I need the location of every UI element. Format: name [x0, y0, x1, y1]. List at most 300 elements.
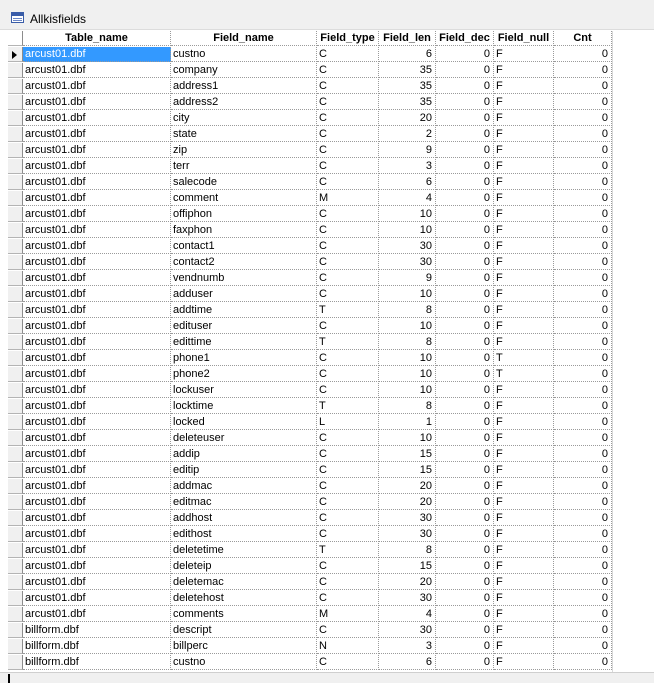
cell-cnt[interactable]: 0	[554, 63, 612, 78]
cell-field-type[interactable]: T	[317, 399, 379, 414]
cell-field-len[interactable]: 30	[379, 255, 436, 270]
table-row[interactable]	[8, 255, 612, 271]
cell-field-type[interactable]: M	[317, 607, 379, 622]
cell-field-dec[interactable]: 0	[436, 287, 494, 302]
cell-field-type[interactable]: C	[317, 143, 379, 158]
cell-field-null[interactable]: F	[494, 223, 554, 238]
cell-table-name[interactable]: arcust01.dbf	[23, 559, 171, 574]
table-row[interactable]	[8, 175, 612, 191]
cell-field-null[interactable]: F	[494, 431, 554, 446]
cell-field-null[interactable]: F	[494, 623, 554, 638]
row-selector[interactable]	[8, 335, 23, 350]
row-selector[interactable]	[8, 303, 23, 318]
cell-field-dec[interactable]: 0	[436, 367, 494, 382]
cell-field-dec[interactable]: 0	[436, 351, 494, 366]
cell-field-dec[interactable]: 0	[436, 575, 494, 590]
cell-field-len[interactable]: 9	[379, 271, 436, 286]
table-row[interactable]	[8, 111, 612, 127]
cell-field-null[interactable]: F	[494, 495, 554, 510]
cell-field-dec[interactable]: 0	[436, 63, 494, 78]
cell-field-len[interactable]: 20	[379, 111, 436, 126]
table-row[interactable]	[8, 447, 612, 463]
cell-field-dec[interactable]: 0	[436, 79, 494, 94]
cell-table-name[interactable]: arcust01.dbf	[23, 79, 171, 94]
cell-field-null[interactable]: F	[494, 143, 554, 158]
cell-field-null[interactable]: F	[494, 543, 554, 558]
row-selector[interactable]	[8, 479, 23, 494]
cell-field-len[interactable]: 10	[379, 351, 436, 366]
cell-table-name[interactable]: arcust01.dbf	[23, 495, 171, 510]
cell-field-null[interactable]: F	[494, 255, 554, 270]
cell-cnt[interactable]: 0	[554, 431, 612, 446]
cell-cnt[interactable]: 0	[554, 463, 612, 478]
cell-field-dec[interactable]: 0	[436, 639, 494, 654]
cell-field-null[interactable]: F	[494, 383, 554, 398]
row-selector[interactable]	[8, 367, 23, 382]
cell-field-name[interactable]: address1	[171, 79, 317, 94]
table-row[interactable]	[8, 383, 612, 399]
cell-table-name[interactable]: arcust01.dbf	[23, 175, 171, 190]
cell-table-name[interactable]: billform.dbf	[23, 623, 171, 638]
table-row[interactable]	[8, 431, 612, 447]
cell-field-len[interactable]: 4	[379, 607, 436, 622]
cell-field-dec[interactable]: 0	[436, 463, 494, 478]
cell-field-type[interactable]: C	[317, 255, 379, 270]
cell-field-name[interactable]: locked	[171, 415, 317, 430]
cell-field-len[interactable]: 30	[379, 239, 436, 254]
row-selector[interactable]	[8, 127, 23, 142]
cell-field-dec[interactable]: 0	[436, 111, 494, 126]
cell-field-type[interactable]: C	[317, 111, 379, 126]
cell-field-null[interactable]: F	[494, 463, 554, 478]
table-row[interactable]	[8, 623, 612, 639]
cell-cnt[interactable]: 0	[554, 399, 612, 414]
cell-cnt[interactable]: 0	[554, 479, 612, 494]
cell-field-name[interactable]: addhost	[171, 511, 317, 526]
cell-field-len[interactable]: 3	[379, 639, 436, 654]
row-selector[interactable]	[8, 207, 23, 222]
cell-field-dec[interactable]: 0	[436, 495, 494, 510]
table-row[interactable]	[8, 591, 612, 607]
cell-field-type[interactable]: C	[317, 271, 379, 286]
cell-field-len[interactable]: 8	[379, 303, 436, 318]
column-header-table-name[interactable]: Table_name	[23, 31, 171, 46]
cell-field-dec[interactable]: 0	[436, 319, 494, 334]
cell-field-dec[interactable]: 0	[436, 607, 494, 622]
row-selector[interactable]	[8, 223, 23, 238]
cell-field-type[interactable]: C	[317, 223, 379, 238]
cell-field-type[interactable]: C	[317, 207, 379, 222]
row-selector[interactable]	[8, 255, 23, 270]
table-row[interactable]	[8, 463, 612, 479]
cell-field-len[interactable]: 20	[379, 575, 436, 590]
cell-field-len[interactable]: 6	[379, 175, 436, 190]
cell-field-type[interactable]: M	[317, 191, 379, 206]
cell-field-name[interactable]: contact1	[171, 239, 317, 254]
cell-field-null[interactable]: F	[494, 175, 554, 190]
cell-cnt[interactable]: 0	[554, 111, 612, 126]
cell-field-name[interactable]: custno	[171, 655, 317, 670]
cell-field-name[interactable]: contact2	[171, 255, 317, 270]
cell-cnt[interactable]: 0	[554, 223, 612, 238]
window-titlebar[interactable]	[0, 0, 654, 30]
cell-field-len[interactable]: 1	[379, 415, 436, 430]
cell-field-name[interactable]: lockuser	[171, 383, 317, 398]
cell-field-len[interactable]: 8	[379, 543, 436, 558]
table-row[interactable]	[8, 543, 612, 559]
table-row[interactable]	[8, 191, 612, 207]
cell-field-len[interactable]: 30	[379, 591, 436, 606]
cell-field-name[interactable]: deletetime	[171, 543, 317, 558]
cell-field-null[interactable]: F	[494, 479, 554, 494]
horizontal-scrollbar[interactable]	[0, 672, 654, 683]
cell-field-dec[interactable]: 0	[436, 191, 494, 206]
cell-field-null[interactable]: F	[494, 335, 554, 350]
cell-field-len[interactable]: 6	[379, 47, 436, 62]
row-selector[interactable]	[8, 287, 23, 302]
cell-cnt[interactable]: 0	[554, 351, 612, 366]
cell-cnt[interactable]: 0	[554, 303, 612, 318]
cell-cnt[interactable]: 0	[554, 271, 612, 286]
cell-cnt[interactable]: 0	[554, 591, 612, 606]
cell-field-type[interactable]: C	[317, 159, 379, 174]
cell-cnt[interactable]: 0	[554, 239, 612, 254]
cell-field-len[interactable]: 10	[379, 383, 436, 398]
row-selector[interactable]	[8, 591, 23, 606]
cell-cnt[interactable]: 0	[554, 143, 612, 158]
cell-field-name[interactable]: deletehost	[171, 591, 317, 606]
row-selector[interactable]	[8, 111, 23, 126]
cell-field-null[interactable]: T	[494, 367, 554, 382]
cell-field-name[interactable]: descript	[171, 623, 317, 638]
cell-cnt[interactable]: 0	[554, 495, 612, 510]
cell-field-len[interactable]: 15	[379, 463, 436, 478]
cell-cnt[interactable]: 0	[554, 191, 612, 206]
cell-cnt[interactable]: 0	[554, 639, 612, 654]
cell-field-len[interactable]: 2	[379, 127, 436, 142]
row-selector[interactable]	[8, 95, 23, 110]
cell-field-dec[interactable]: 0	[436, 47, 494, 62]
cell-table-name[interactable]: arcust01.dbf	[23, 383, 171, 398]
table-row[interactable]	[8, 63, 612, 79]
cell-cnt[interactable]: 0	[554, 95, 612, 110]
cell-cnt[interactable]: 0	[554, 207, 612, 222]
cell-field-dec[interactable]: 0	[436, 383, 494, 398]
cell-field-len[interactable]: 20	[379, 495, 436, 510]
cell-field-name[interactable]: addmac	[171, 479, 317, 494]
cell-table-name[interactable]: arcust01.dbf	[23, 239, 171, 254]
cell-cnt[interactable]: 0	[554, 335, 612, 350]
cell-field-len[interactable]: 9	[379, 143, 436, 158]
cell-field-null[interactable]: F	[494, 63, 554, 78]
cell-field-len[interactable]: 30	[379, 511, 436, 526]
cell-field-type[interactable]: C	[317, 655, 379, 670]
cell-field-type[interactable]: C	[317, 527, 379, 542]
row-selector[interactable]	[8, 559, 23, 574]
cell-field-dec[interactable]: 0	[436, 95, 494, 110]
browse-grid[interactable]	[8, 31, 612, 672]
cell-field-null[interactable]: F	[494, 239, 554, 254]
cell-table-name[interactable]: arcust01.dbf	[23, 351, 171, 366]
row-selector[interactable]	[8, 79, 23, 94]
table-row[interactable]	[8, 399, 612, 415]
cell-cnt[interactable]: 0	[554, 543, 612, 558]
table-row[interactable]	[8, 47, 612, 63]
cell-table-name[interactable]: arcust01.dbf	[23, 591, 171, 606]
cell-table-name[interactable]: arcust01.dbf	[23, 511, 171, 526]
cell-field-null[interactable]: F	[494, 591, 554, 606]
cell-field-dec[interactable]: 0	[436, 431, 494, 446]
row-selector[interactable]	[8, 527, 23, 542]
cell-table-name[interactable]: arcust01.dbf	[23, 271, 171, 286]
cell-field-type[interactable]: C	[317, 287, 379, 302]
cell-field-type[interactable]: C	[317, 431, 379, 446]
cell-field-name[interactable]: locktime	[171, 399, 317, 414]
column-header-field-dec[interactable]: Field_dec	[436, 31, 494, 46]
cell-field-name[interactable]: custno	[171, 47, 317, 62]
cell-field-null[interactable]: F	[494, 95, 554, 110]
cell-cnt[interactable]: 0	[554, 655, 612, 670]
row-selector[interactable]	[8, 623, 23, 638]
cell-field-type[interactable]: C	[317, 575, 379, 590]
cell-field-type[interactable]: C	[317, 175, 379, 190]
row-selector[interactable]	[8, 383, 23, 398]
scrollbar-thumb[interactable]	[8, 674, 10, 683]
cell-field-type[interactable]: C	[317, 591, 379, 606]
table-row[interactable]	[8, 335, 612, 351]
cell-field-null[interactable]: F	[494, 607, 554, 622]
cell-field-type[interactable]: C	[317, 47, 379, 62]
cell-field-dec[interactable]: 0	[436, 255, 494, 270]
column-header-field-len[interactable]: Field_len	[379, 31, 436, 46]
cell-field-type[interactable]: T	[317, 543, 379, 558]
cell-field-name[interactable]: comment	[171, 191, 317, 206]
cell-field-type[interactable]: C	[317, 63, 379, 78]
cell-cnt[interactable]: 0	[554, 511, 612, 526]
cell-table-name[interactable]: arcust01.dbf	[23, 143, 171, 158]
cell-field-null[interactable]: F	[494, 447, 554, 462]
column-header-field-null[interactable]: Field_null	[494, 31, 554, 46]
table-row[interactable]	[8, 303, 612, 319]
cell-field-name[interactable]: addtime	[171, 303, 317, 318]
cell-field-type[interactable]: C	[317, 479, 379, 494]
cell-cnt[interactable]: 0	[554, 287, 612, 302]
cell-field-name[interactable]: faxphon	[171, 223, 317, 238]
cell-table-name[interactable]: arcust01.dbf	[23, 367, 171, 382]
cell-table-name[interactable]: arcust01.dbf	[23, 95, 171, 110]
cell-field-null[interactable]: T	[494, 351, 554, 366]
cell-table-name[interactable]: arcust01.dbf	[23, 463, 171, 478]
cell-field-dec[interactable]: 0	[436, 591, 494, 606]
cell-table-name[interactable]: arcust01.dbf	[23, 111, 171, 126]
cell-field-name[interactable]: addip	[171, 447, 317, 462]
cell-table-name[interactable]: arcust01.dbf	[23, 287, 171, 302]
row-selector[interactable]	[8, 543, 23, 558]
cell-table-name[interactable]: arcust01.dbf	[23, 47, 171, 62]
row-selector[interactable]	[8, 399, 23, 414]
cell-field-null[interactable]: F	[494, 399, 554, 414]
row-selector[interactable]	[8, 351, 23, 366]
row-selector[interactable]	[8, 639, 23, 654]
cell-field-len[interactable]: 30	[379, 623, 436, 638]
table-row[interactable]	[8, 495, 612, 511]
cell-field-type[interactable]: C	[317, 623, 379, 638]
cell-field-len[interactable]: 30	[379, 527, 436, 542]
cell-cnt[interactable]: 0	[554, 623, 612, 638]
cell-field-len[interactable]: 6	[379, 655, 436, 670]
cell-field-dec[interactable]: 0	[436, 559, 494, 574]
cell-field-null[interactable]: F	[494, 111, 554, 126]
row-selector[interactable]	[8, 239, 23, 254]
cell-cnt[interactable]: 0	[554, 47, 612, 62]
cell-field-dec[interactable]: 0	[436, 127, 494, 142]
cell-table-name[interactable]: arcust01.dbf	[23, 479, 171, 494]
cell-table-name[interactable]: arcust01.dbf	[23, 63, 171, 78]
cell-field-len[interactable]: 3	[379, 159, 436, 174]
row-selector[interactable]	[8, 575, 23, 590]
cell-field-name[interactable]: editmac	[171, 495, 317, 510]
table-row[interactable]	[8, 479, 612, 495]
cell-field-len[interactable]: 4	[379, 191, 436, 206]
cell-cnt[interactable]: 0	[554, 415, 612, 430]
cell-field-null[interactable]: F	[494, 319, 554, 334]
cell-field-dec[interactable]: 0	[436, 511, 494, 526]
table-row[interactable]	[8, 319, 612, 335]
table-row[interactable]	[8, 511, 612, 527]
cell-field-name[interactable]: phone1	[171, 351, 317, 366]
cell-table-name[interactable]: arcust01.dbf	[23, 207, 171, 222]
table-row[interactable]	[8, 351, 612, 367]
table-row[interactable]	[8, 527, 612, 543]
cell-field-type[interactable]: L	[317, 415, 379, 430]
table-row[interactable]	[8, 127, 612, 143]
row-selector[interactable]	[8, 159, 23, 174]
cell-field-name[interactable]: adduser	[171, 287, 317, 302]
cell-field-name[interactable]: address2	[171, 95, 317, 110]
cell-field-dec[interactable]: 0	[436, 527, 494, 542]
cell-field-type[interactable]: C	[317, 511, 379, 526]
row-selector[interactable]	[8, 175, 23, 190]
cell-field-len[interactable]: 35	[379, 95, 436, 110]
table-row[interactable]	[8, 271, 612, 287]
cell-field-type[interactable]: C	[317, 79, 379, 94]
cell-field-name[interactable]: company	[171, 63, 317, 78]
cell-field-type[interactable]: C	[317, 559, 379, 574]
cell-table-name[interactable]: arcust01.dbf	[23, 223, 171, 238]
cell-field-null[interactable]: F	[494, 127, 554, 142]
table-row[interactable]	[8, 575, 612, 591]
cell-table-name[interactable]: arcust01.dbf	[23, 303, 171, 318]
cell-field-name[interactable]: editip	[171, 463, 317, 478]
cell-table-name[interactable]: arcust01.dbf	[23, 399, 171, 414]
cell-field-len[interactable]: 8	[379, 399, 436, 414]
cell-table-name[interactable]: arcust01.dbf	[23, 431, 171, 446]
cell-field-name[interactable]: deleteip	[171, 559, 317, 574]
cell-field-len[interactable]: 10	[379, 207, 436, 222]
cell-field-name[interactable]: edittime	[171, 335, 317, 350]
row-selector[interactable]	[8, 431, 23, 446]
cell-field-dec[interactable]: 0	[436, 479, 494, 494]
cell-field-dec[interactable]: 0	[436, 303, 494, 318]
row-selector[interactable]	[8, 63, 23, 78]
cell-cnt[interactable]: 0	[554, 447, 612, 462]
cell-field-type[interactable]: T	[317, 335, 379, 350]
cell-field-null[interactable]: F	[494, 159, 554, 174]
cell-table-name[interactable]: arcust01.dbf	[23, 575, 171, 590]
table-row[interactable]	[8, 559, 612, 575]
cell-field-name[interactable]: deleteuser	[171, 431, 317, 446]
cell-cnt[interactable]: 0	[554, 175, 612, 190]
cell-field-dec[interactable]: 0	[436, 655, 494, 670]
cell-table-name[interactable]: arcust01.dbf	[23, 447, 171, 462]
cell-table-name[interactable]: arcust01.dbf	[23, 191, 171, 206]
cell-table-name[interactable]: arcust01.dbf	[23, 255, 171, 270]
row-selector[interactable]	[8, 143, 23, 158]
row-selector[interactable]	[8, 47, 23, 62]
cell-field-name[interactable]: state	[171, 127, 317, 142]
cell-table-name[interactable]: arcust01.dbf	[23, 127, 171, 142]
table-row[interactable]	[8, 95, 612, 111]
table-row[interactable]	[8, 287, 612, 303]
cell-field-name[interactable]: vendnumb	[171, 271, 317, 286]
cell-table-name[interactable]: arcust01.dbf	[23, 543, 171, 558]
table-row[interactable]	[8, 223, 612, 239]
row-selector[interactable]	[8, 607, 23, 622]
cell-field-len[interactable]: 10	[379, 319, 436, 334]
cell-table-name[interactable]: arcust01.dbf	[23, 319, 171, 334]
cell-field-null[interactable]: F	[494, 271, 554, 286]
cell-field-dec[interactable]: 0	[436, 271, 494, 286]
row-selector[interactable]	[8, 495, 23, 510]
cell-field-type[interactable]: C	[317, 319, 379, 334]
cell-field-dec[interactable]: 0	[436, 447, 494, 462]
cell-cnt[interactable]: 0	[554, 575, 612, 590]
cell-field-null[interactable]: F	[494, 575, 554, 590]
cell-field-null[interactable]: F	[494, 191, 554, 206]
cell-field-type[interactable]: C	[317, 495, 379, 510]
cell-field-type[interactable]: C	[317, 383, 379, 398]
cell-field-dec[interactable]: 0	[436, 143, 494, 158]
cell-field-dec[interactable]: 0	[436, 623, 494, 638]
table-row[interactable]	[8, 239, 612, 255]
row-selector[interactable]	[8, 191, 23, 206]
cell-field-name[interactable]: city	[171, 111, 317, 126]
cell-field-dec[interactable]: 0	[436, 543, 494, 558]
column-header-field-type[interactable]: Field_type	[317, 31, 379, 46]
cell-field-len[interactable]: 15	[379, 447, 436, 462]
table-row[interactable]	[8, 639, 612, 655]
cell-field-len[interactable]: 15	[379, 559, 436, 574]
cell-field-null[interactable]: F	[494, 287, 554, 302]
cell-field-dec[interactable]: 0	[436, 159, 494, 174]
cell-field-null[interactable]: F	[494, 415, 554, 430]
cell-field-name[interactable]: salecode	[171, 175, 317, 190]
cell-table-name[interactable]: billform.dbf	[23, 655, 171, 670]
cell-field-name[interactable]: offiphon	[171, 207, 317, 222]
cell-field-dec[interactable]: 0	[436, 399, 494, 414]
cell-field-null[interactable]: F	[494, 47, 554, 62]
cell-field-null[interactable]: F	[494, 79, 554, 94]
cell-cnt[interactable]: 0	[554, 383, 612, 398]
cell-field-type[interactable]: C	[317, 447, 379, 462]
cell-field-name[interactable]: billperc	[171, 639, 317, 654]
cell-table-name[interactable]: arcust01.dbf	[23, 335, 171, 350]
cell-field-dec[interactable]: 0	[436, 415, 494, 430]
cell-field-dec[interactable]: 0	[436, 335, 494, 350]
column-header-field-name[interactable]: Field_name	[171, 31, 317, 46]
cell-cnt[interactable]: 0	[554, 559, 612, 574]
table-row[interactable]	[8, 207, 612, 223]
